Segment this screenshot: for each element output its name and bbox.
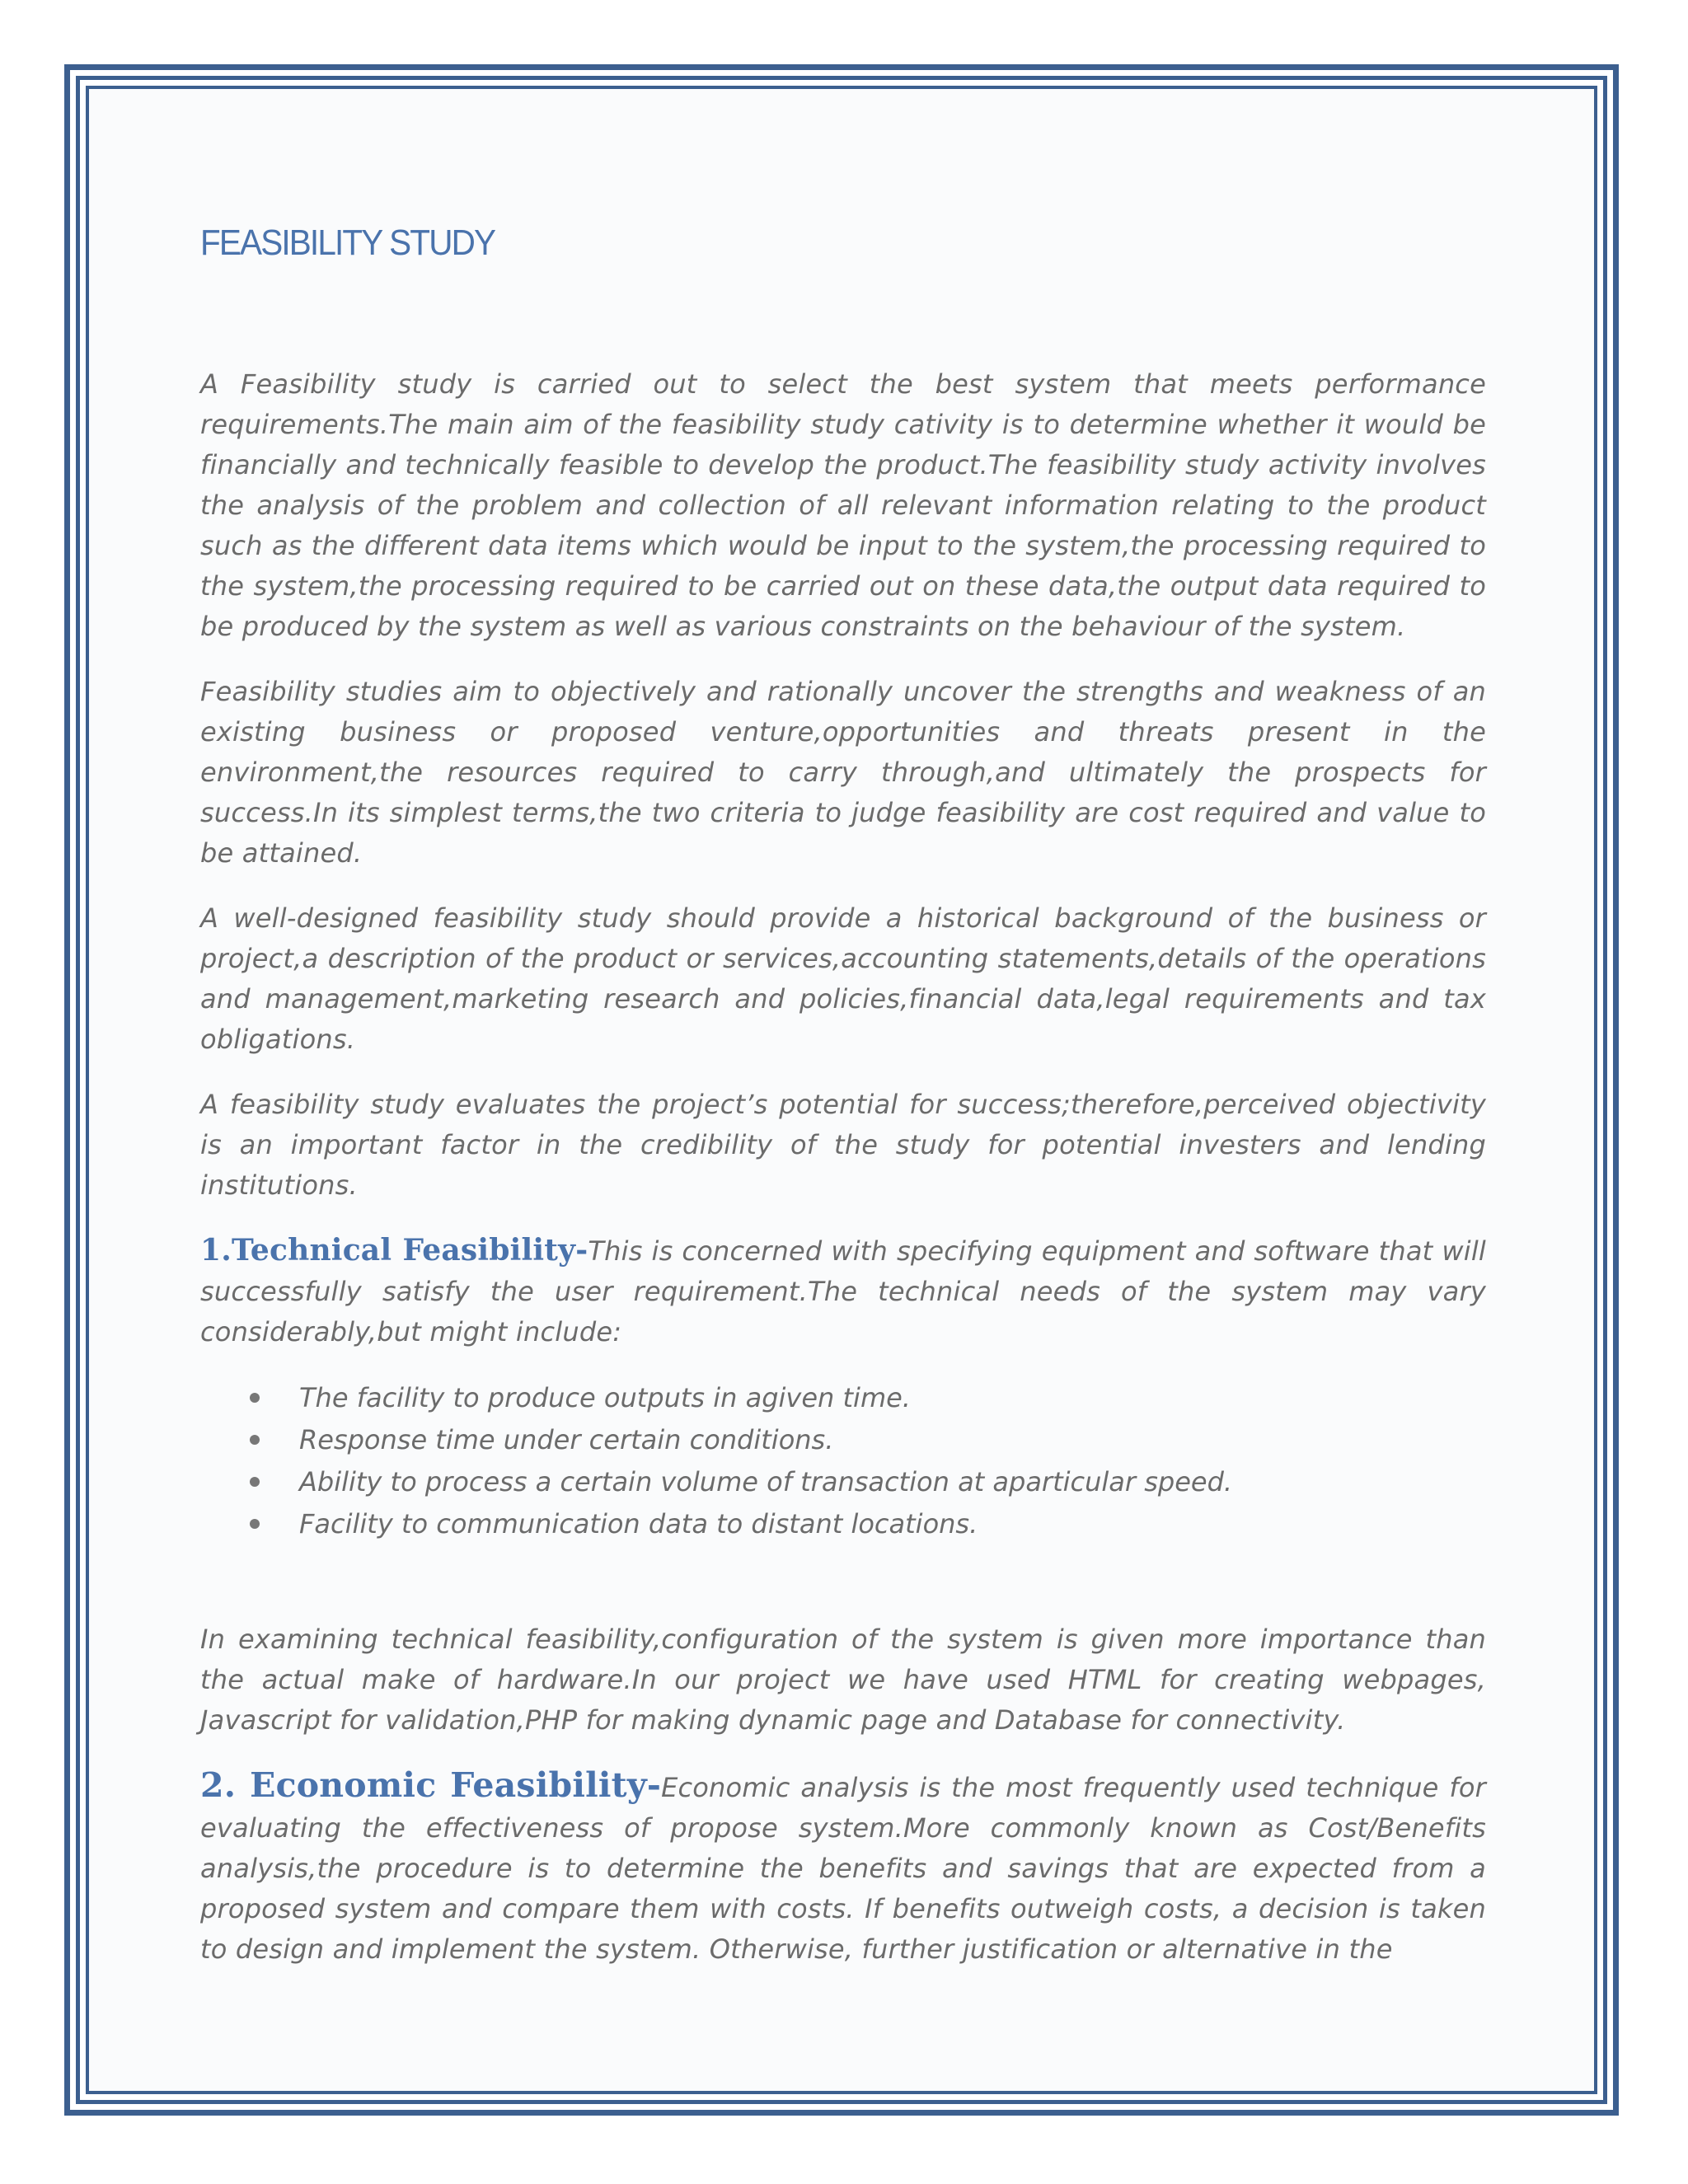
bullet-icon [250, 1393, 260, 1403]
technical-needs-list [200, 1377, 1486, 1545]
list-item-text: Response time under certain conditions. [299, 1424, 834, 1455]
design-paragraph: A well-designed feasibility study should provide a historical background of the business or project,a description of the product or services,accounting statements,details of the operations and management,marketing research and policies,financial data,legal requirements and tax obligations. [200, 902, 1486, 1055]
list-item [200, 1461, 1486, 1503]
technical-feasibility-heading: 1.Technical Feasibility- [200, 1233, 588, 1268]
bullet-icon [250, 1477, 260, 1487]
document-body [200, 223, 1486, 1994]
intro-paragraph: A Feasibility study is carried out to select the best system that meets performance requirements.The main aim of the feasibility study cativity is to determine whether it would be financially and technically feasible to develop the product.The feasibility study activity involves the analysis of the problem and collection of all relevant information relating to the product such as the different data items which would be input to the system,the processing required to the system,the processing required to be carried out on these data,the output data required to be produced by the system as well as various constraints on the behaviour of the system. [200, 368, 1486, 642]
technical-closing-paragraph: In examining technical feasibility,configuration of the system is given more importance than the actual make of hardware.In our project we have used HTML for creating webpages, Javascript for validation,PHP for making dynamic page and Database for connectivity. [200, 1624, 1486, 1736]
list-item-text: The facility to produce outputs in agiven time. [299, 1382, 911, 1413]
economic-feasibility-heading: 2. Economic Feasibility- [200, 1765, 662, 1805]
list-item [200, 1419, 1486, 1461]
economic-feasibility-text: Economic analysis is the most frequently used technique for evaluating the effectiveness of propose system.More commonly known as Cost/Benefits analysis,the procedure is to determine the benefits and savings that are expected from a proposed system and compare them with costs. If benefits outweigh costs, a decision is taken to design and implement the system. Otherwise, further justification or alternative in the [200, 1772, 1486, 1965]
evaluation-paragraph: A feasibility study evaluates the project’s potential for success;therefore,perceived objectivity is an important factor in the credibility of the study for potential investers and lending institutions. [200, 1089, 1486, 1201]
bullet-icon [250, 1519, 260, 1529]
bullet-icon [250, 1435, 260, 1445]
list-item [200, 1503, 1486, 1545]
list-item-text: Facility to communication data to distant locations. [299, 1508, 978, 1540]
technical-feasibility-text: This is concerned with specifying equipment and software that will successfully satisfy the user requirement.The technical needs of the system may vary considerably,but might include: [200, 1235, 1487, 1347]
list-item-text: Ability to process a certain volume of transaction at aparticular speed. [299, 1466, 1233, 1497]
document-title: FEASIBILITY STUDY [200, 223, 495, 263]
aims-paragraph: Feasibility studies aim to objectively and rationally uncover the strengths and weakness of an existing business or proposed venture,opportunities and threats present in the environment,the resources required to carry through,and ultimately the prospects for success.In its simplest terms,the two criteria to judge feasibility are cost required and value to be attained. [200, 676, 1486, 869]
technical-feasibility-paragraph [200, 1230, 1486, 1352]
list-item [200, 1377, 1486, 1419]
economic-feasibility-paragraph [200, 1765, 1486, 1970]
